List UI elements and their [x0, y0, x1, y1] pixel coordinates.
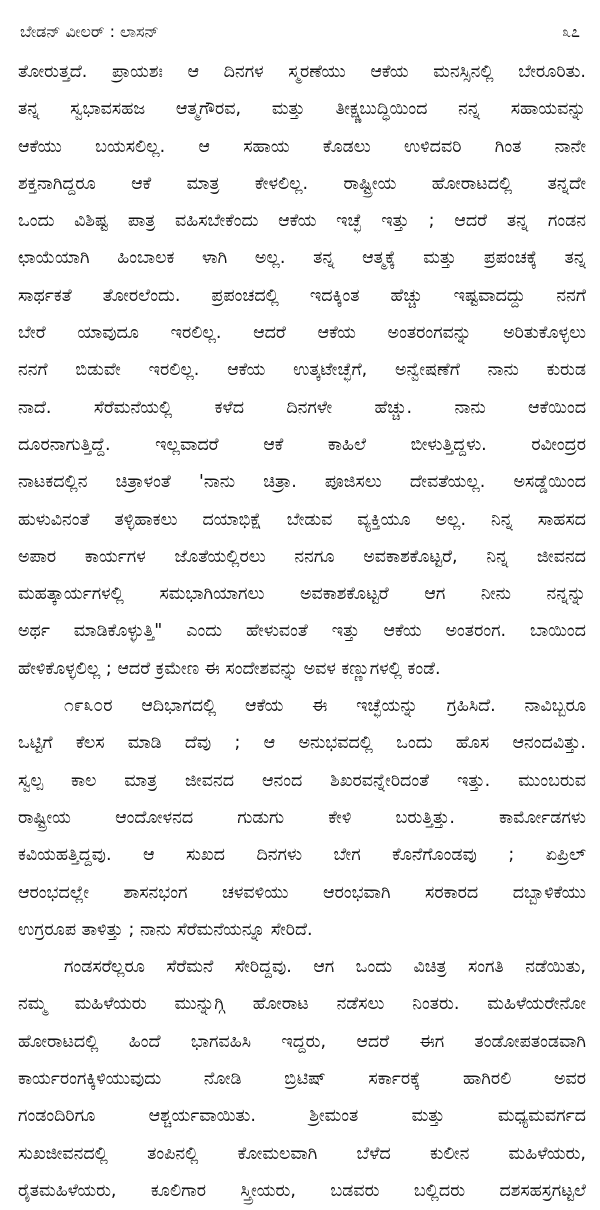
- text-line: ಕಾರ್ಯರಂಗಕ್ಕಿಳಿಯುವುದು ನೋಡಿ ಬ್ರಿಟಿಷ್ ಸರ್ಕಾರಕ್ಕೆ ಹಾಗಿರಲಿ ಅವರ: [18, 1069, 586, 1090]
- text-line: ಆಕೆಯು ಬಯಸಲಿಲ್ಲ. ಆ ಸಹಾಯ ಕೊಡಲು ಉಳಿದವರಿ ಗಿಂತ ನಾನೇ: [18, 136, 586, 157]
- text-line: ಒಂದು ವಿಶಿಷ್ಟ ಪಾತ್ರ ವಹಿಸಬೇಕೆಂದು ಆಕೆಯ ಇಚ್ಛೆ ಇತ್ತು ; ಆದರೆ ತನ್ನ ಗಂಡನ: [18, 211, 586, 232]
- text-line: ಅಪಾರ ಕಾರ್ಯಗಳ ಜೊತೆಯಲ್ಲಿರಲು ನನಗೂ ಅವಕಾಶಕೊಟ್ಟರೆ, ನಿನ್ನ ಜೀವನದ: [18, 546, 586, 567]
- text-line: ದೂರನಾಗುತ್ತಿದ್ದೆ. ಇಲ್ಲವಾದರೆ ಆಕೆ ಕಾಹಿಲೆ ಬೀಳುತ್ತಿದ್ದಳು. ರವೀಂದ್ರರ: [18, 434, 586, 455]
- page-number: ೩೭: [562, 22, 580, 41]
- paragraph: [18, 54, 586, 688]
- paragraph: [18, 688, 586, 949]
- text-line: ಗಂಡಸರೆಲ್ಲರೂ ಸೆರೆಮನೆ ಸೇರಿದ್ದವು. ಆಗ ಒಂದು ವಿಚಿತ್ರ ಸಂಗತಿ ನಡೆಯಿತು,: [64, 957, 586, 978]
- text-line: ಹೋರಾಟದಲ್ಲಿ ಹಿಂದೆ ಭಾಗವಹಿಸಿ ಇದ್ದರು, ಆದರೆ ಈಗ ತಂಡೋಪತಂಡವಾಗಿ: [18, 1031, 586, 1052]
- text-line: ನಾಟಕದಲ್ಲಿನ ಚಿತ್ರಾಳಂತೆ 'ನಾನು ಚಿತ್ರಾ. ಪೂಜಿಸಲು ದೇವತೆಯಲ್ಲ. ಅಸಡ್ಡೆಯಿಂದ: [18, 472, 586, 493]
- text-line: ನಾದೆ. ಸೆರೆಮನೆಯಲ್ಲಿ ಕಳೆದ ದಿನಗಳೇ ಹೆಚ್ಚು. ನಾನು ಆಕೆಯಿಂದ: [18, 397, 586, 418]
- text-line: ಹುಳುವಿನಂತೆ ತಳ್ಳಿಹಾಕಲು ದಯಾಭಿಕ್ಷೆ ಬೇಡುವ ವ್ಯಕ್ತಿಯೂ ಅಲ್ಲ. ನಿನ್ನ ಸಾಹಸದ: [18, 509, 586, 530]
- text-line: ನನಗೆ ಬಿಡುವೇ ಇರಲಿಲ್ಲ. ಆಕೆಯ ಉತ್ಕಟೇಚ್ಛೆಗೆ, ಅನ್ವೇಷಣೆಗೆ ನಾನು ಕುರುಡ: [18, 360, 586, 381]
- text-line: ರೈತಮಹಿಳೆಯರು, ಕೂಲಿಗಾರ ಸ್ತ್ರೀಯರು, ಬಡವರು ಬಲ್ಲಿದರು ದಶಸಹಸ್ರಗಟ್ಟಲೆ: [18, 1180, 586, 1201]
- text-line: ಒಟ್ಟಿಗೆ ಕೆಲಸ ಮಾಡಿ ದೆವು ; ಆ ಅನುಭವದಲ್ಲಿ ಒಂದು ಹೊಸ ಆನಂದವಿತ್ತು.: [18, 733, 586, 754]
- text-line: ಗಂಡಂದಿರಿಗೂ ಆಶ್ಚರ್ಯವಾಯಿತು. ಶ್ರೀಮಂತ ಮತ್ತು ಮಧ್ಯಮವರ್ಗದ: [18, 1106, 586, 1127]
- text-line: ಮಹತ್ಕಾರ್ಯಗಳಲ್ಲಿ ಸಮಭಾಗಿಯಾಗಲು ಅವಕಾಶಕೊಟ್ಟರೆ ಆಗ ನೀನು ನನ್ನನ್ನು: [18, 584, 586, 605]
- text-line: ಬೇರೆ ಯಾವುದೂ ಇರಲಿಲ್ಲ. ಆದರೆ ಆಕೆಯ ಅಂತರಂಗವನ್ನು ಅರಿತುಕೊಳ್ಳಲು: [18, 323, 586, 344]
- text-line: ಅರ್ಥ ಮಾಡಿಕೊಳ್ಳುತ್ತಿ" ಎಂದು ಹೇಳುವಂತೆ ಇತ್ತು ಆಕೆಯ ಅಂತರಂಗ. ಬಾಯಿಂದ: [18, 621, 586, 642]
- text-line: ೧೯೩೦ರ ಆದಿಭಾಗದಲ್ಲಿ ಆಕೆಯ ಈ ಇಚ್ಛೆಯನ್ನು ಗ್ರಹಿಸಿದೆ. ನಾವಿಬ್ಬರೂ: [64, 696, 586, 717]
- text-line: ಉಗ್ರರೂಪ ತಾಳಿತ್ತು ; ನಾನು ಸೆರೆಮನೆಯನ್ನೂ ಸೇರಿದೆ.: [18, 919, 313, 940]
- text-line: ತನ್ನ ಸ್ವಭಾವಸಹಜ ಆತ್ಮಗೌರವ, ಮತ್ತು ತೀಕ್ಷ್ಣಬುದ್ಧಿಯಿಂದ ನನ್ನ ಸಹಾಯವನ್ನು: [18, 99, 586, 120]
- text-line: ತೋರುತ್ತದೆ. ಪ್ರಾಯಶಃ ಆ ದಿನಗಳ ಸ್ಮರಣೆಯು ಆಕೆಯ ಮನಸ್ಸಿನಲ್ಲಿ ಬೇರೂರಿತು.: [18, 62, 586, 82]
- text-line: ಶಕ್ತನಾಗಿದ್ದರೂ ಆಕೆ ಮಾತ್ರ ಕೇಳಲಿಲ್ಲ. ರಾಷ್ಟ್ರೀಯ ಹೋರಾಟದಲ್ಲಿ ತನ್ನದೇ: [18, 173, 586, 194]
- text-line: ಸಾರ್ಥಕತೆ ತೋರಲೆಂದು. ಪ್ರಪಂಚದಲ್ಲಿ ಇದಕ್ಕಿಂತ ಹೆಚ್ಚು ಇಷ್ಟವಾದದ್ದು ನನಗೆ: [18, 285, 586, 306]
- text-line: ಆರಂಭದಲ್ಲೇ ಶಾಸನಭಂಗ ಚಳವಳಿಯು ಆರಂಭವಾಗಿ ಸರಕಾರದ ದಬ್ಬಾಳಿಕೆಯು: [18, 882, 586, 903]
- paragraph: [18, 949, 586, 1210]
- body-text: [18, 54, 586, 1210]
- text-line: ಹೇಳಿಕೊಳ್ಳಲಿಲ್ಲ ; ಆದರೆ ಕ್ರಮೇಣ ಈ ಸಂದೇಶವನ್ನು ಅವಳ ಕಣ್ಣುಗಳಲ್ಲಿ ಕಂಡೆ.: [18, 658, 441, 679]
- text-line: ನಮ್ಮ ಮಹಿಳೆಯರು ಮುನ್ನುಗ್ಗಿ ಹೋರಾಟ ನಡೆಸಲು ನಿಂತರು. ಮಹಿಳೆಯರೇನೋ: [18, 994, 586, 1015]
- text-line: ಸುಖಜೀವನದಲ್ಲಿ ತಂಪಿನಲ್ಲಿ ಕೋಮಲವಾಗಿ ಬೆಳೆದ ಕುಲೀನ ಮಹಿಳೆಯರು,: [18, 1143, 586, 1164]
- text-line: ಕವಿಯಹತ್ತಿದ್ದವು. ಆ ಸುಖದ ದಿನಗಳು ಬೇಗ ಕೊನೆಗೊಂಡವು ; ಏಪ್ರಿಲ್: [18, 845, 586, 866]
- text-line: ಸ್ವಲ್ಪ ಕಾಲ ಮಾತ್ರ ಜೀವನದ ಆನಂದ ಶಿಖರವನ್ನೇರಿದಂತೆ ಇತ್ತು. ಮುಂಬರುವ: [18, 770, 586, 791]
- text-line: ರಾಷ್ಟ್ರೀಯ ಆಂದೋಳನದ ಗುಡುಗು ಕೇಳಿ ಬರುತ್ತಿತ್ತು. ಕಾರ್ಮೋಡಗಳು: [18, 807, 586, 828]
- running-header: [18, 14, 586, 50]
- running-title: ಬೇಡನ್ ವೀಲರ್ : ಲಾಸನ್: [20, 22, 159, 41]
- text-line: ಛಾಯೆಯಾಗಿ ಹಿಂಬಾಲಕ ಳಾಗಿ ಅಲ್ಲ. ತನ್ನ ಆತ್ಮಕ್ಕೆ ಮತ್ತು ಪ್ರಪಂಚಕ್ಕೆ ತನ್ನ: [18, 248, 586, 269]
